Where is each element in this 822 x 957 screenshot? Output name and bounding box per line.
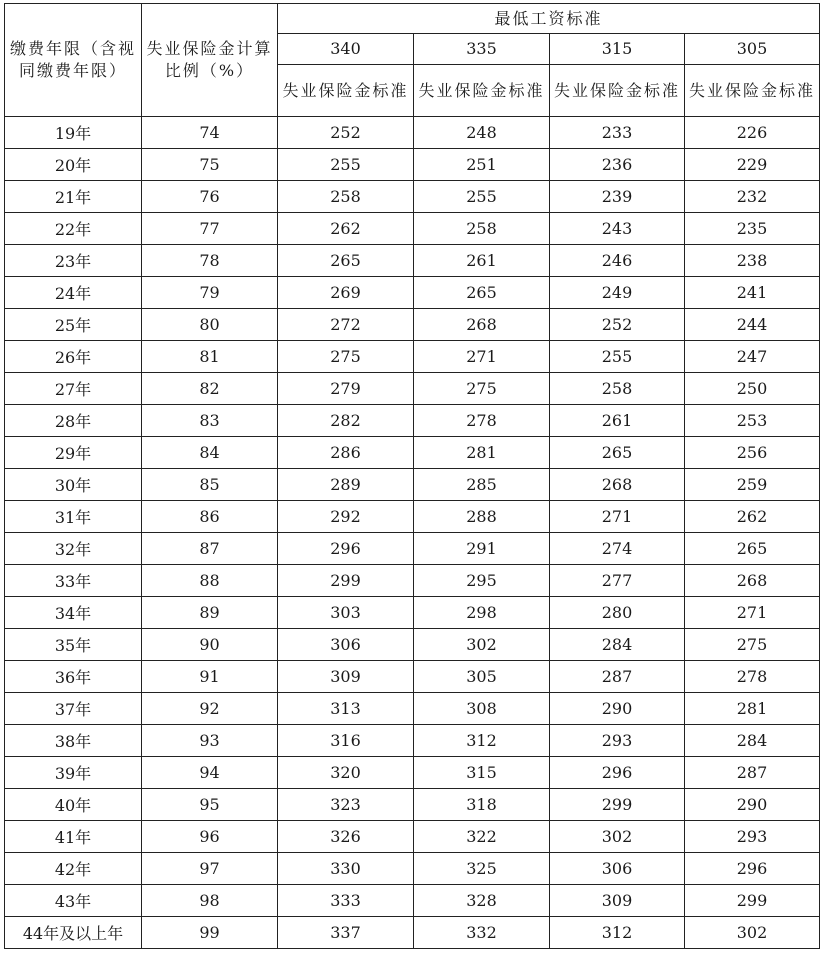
benefit-cell-340: 269 [278, 277, 414, 309]
benefit-cell-335: 325 [414, 853, 550, 885]
years-cell: 21年 [5, 181, 142, 213]
table-row [5, 757, 820, 789]
table-row [5, 789, 820, 821]
benefit-cell-335: 268 [414, 309, 550, 341]
table-row [5, 469, 820, 501]
benefit-cell-340: 286 [278, 437, 414, 469]
header-wage-level: 305 [685, 34, 820, 65]
benefit-cell-315: 265 [550, 437, 685, 469]
ratio-cell: 82 [142, 373, 278, 405]
benefit-cell-315: 302 [550, 821, 685, 853]
benefit-cell-315: 296 [550, 757, 685, 789]
benefit-cell-315: 255 [550, 341, 685, 373]
ratio-cell: 97 [142, 853, 278, 885]
header-benefit-standard: 失业保险金标准 [278, 65, 414, 117]
benefit-cell-305: 262 [685, 501, 820, 533]
table-row [5, 725, 820, 757]
table-row [5, 533, 820, 565]
ratio-cell: 78 [142, 245, 278, 277]
years-cell: 29年 [5, 437, 142, 469]
benefit-cell-340: 265 [278, 245, 414, 277]
years-cell: 38年 [5, 725, 142, 757]
ratio-cell: 91 [142, 661, 278, 693]
benefit-cell-335: 285 [414, 469, 550, 501]
years-cell: 26年 [5, 341, 142, 373]
benefit-cell-315: 293 [550, 725, 685, 757]
benefit-cell-335: 295 [414, 565, 550, 597]
benefit-cell-305: 259 [685, 469, 820, 501]
benefit-cell-340: 255 [278, 149, 414, 181]
benefit-cell-305: 287 [685, 757, 820, 789]
years-cell: 40年 [5, 789, 142, 821]
years-cell: 25年 [5, 309, 142, 341]
header-wage-level: 335 [414, 34, 550, 65]
ratio-cell: 84 [142, 437, 278, 469]
benefit-cell-305: 275 [685, 629, 820, 661]
header-wage-level: 315 [550, 34, 685, 65]
benefit-cell-335: 261 [414, 245, 550, 277]
ratio-cell: 90 [142, 629, 278, 661]
benefit-cell-335: 328 [414, 885, 550, 917]
benefit-cell-305: 244 [685, 309, 820, 341]
ratio-cell: 87 [142, 533, 278, 565]
benefit-cell-335: 255 [414, 181, 550, 213]
table-row [5, 597, 820, 629]
benefit-cell-340: 320 [278, 757, 414, 789]
years-cell: 22年 [5, 213, 142, 245]
benefit-cell-335: 278 [414, 405, 550, 437]
benefit-cell-305: 299 [685, 885, 820, 917]
ratio-cell: 75 [142, 149, 278, 181]
benefit-cell-335: 315 [414, 757, 550, 789]
benefit-cell-315: 290 [550, 693, 685, 725]
benefit-cell-335: 312 [414, 725, 550, 757]
ratio-cell: 89 [142, 597, 278, 629]
benefit-cell-315: 277 [550, 565, 685, 597]
years-cell: 41年 [5, 821, 142, 853]
ratio-cell: 80 [142, 309, 278, 341]
ratio-cell: 95 [142, 789, 278, 821]
benefit-cell-305: 247 [685, 341, 820, 373]
header-benefit-standard: 失业保险金标准 [685, 65, 820, 117]
years-cell: 35年 [5, 629, 142, 661]
table-row [5, 373, 820, 405]
ratio-cell: 88 [142, 565, 278, 597]
benefit-cell-335: 332 [414, 917, 550, 949]
years-cell: 37年 [5, 693, 142, 725]
benefit-cell-335: 248 [414, 117, 550, 149]
years-cell: 36年 [5, 661, 142, 693]
benefit-cell-305: 293 [685, 821, 820, 853]
benefit-cell-315: 309 [550, 885, 685, 917]
table-row [5, 917, 820, 949]
benefit-cell-305: 235 [685, 213, 820, 245]
benefit-cell-305: 241 [685, 277, 820, 309]
ratio-cell: 85 [142, 469, 278, 501]
benefit-cell-340: 313 [278, 693, 414, 725]
benefit-cell-340: 292 [278, 501, 414, 533]
benefit-cell-305: 253 [685, 405, 820, 437]
ratio-cell: 98 [142, 885, 278, 917]
ratio-cell: 83 [142, 405, 278, 437]
benefit-cell-340: 306 [278, 629, 414, 661]
benefit-cell-340: 289 [278, 469, 414, 501]
years-cell: 39年 [5, 757, 142, 789]
table-row [5, 821, 820, 853]
unemployment-benefit-table [4, 3, 820, 949]
benefit-cell-335: 291 [414, 533, 550, 565]
table-body [5, 117, 820, 949]
benefit-cell-340: 303 [278, 597, 414, 629]
benefit-cell-315: 252 [550, 309, 685, 341]
benefit-cell-340: 252 [278, 117, 414, 149]
years-cell: 19年 [5, 117, 142, 149]
benefit-cell-340: 326 [278, 821, 414, 853]
benefit-cell-340: 333 [278, 885, 414, 917]
table-row [5, 565, 820, 597]
benefit-cell-305: 284 [685, 725, 820, 757]
table-row [5, 693, 820, 725]
table-row [5, 341, 820, 373]
years-cell: 31年 [5, 501, 142, 533]
table-row [5, 309, 820, 341]
benefit-cell-315: 243 [550, 213, 685, 245]
table-row [5, 661, 820, 693]
years-cell: 27年 [5, 373, 142, 405]
years-cell: 44年及以上年 [5, 917, 142, 949]
table-row [5, 181, 820, 213]
table-row [5, 405, 820, 437]
benefit-cell-315: 246 [550, 245, 685, 277]
ratio-cell: 74 [142, 117, 278, 149]
benefit-cell-305: 226 [685, 117, 820, 149]
benefit-cell-305: 281 [685, 693, 820, 725]
benefit-cell-340: 330 [278, 853, 414, 885]
benefit-cell-340: 279 [278, 373, 414, 405]
benefit-cell-340: 282 [278, 405, 414, 437]
benefit-cell-335: 281 [414, 437, 550, 469]
header-minimum-wage-group: 最低工资标准 [278, 4, 820, 34]
benefit-cell-335: 288 [414, 501, 550, 533]
benefit-cell-335: 251 [414, 149, 550, 181]
ratio-cell: 79 [142, 277, 278, 309]
table-row [5, 501, 820, 533]
benefit-cell-335: 322 [414, 821, 550, 853]
benefit-cell-315: 306 [550, 853, 685, 885]
table-row [5, 117, 820, 149]
table-row [5, 437, 820, 469]
benefit-cell-335: 308 [414, 693, 550, 725]
benefit-cell-340: 262 [278, 213, 414, 245]
years-cell: 33年 [5, 565, 142, 597]
benefit-cell-335: 305 [414, 661, 550, 693]
benefit-cell-340: 275 [278, 341, 414, 373]
years-cell: 34年 [5, 597, 142, 629]
years-cell: 28年 [5, 405, 142, 437]
table-row [5, 245, 820, 277]
benefit-cell-315: 236 [550, 149, 685, 181]
benefit-cell-335: 258 [414, 213, 550, 245]
ratio-cell: 99 [142, 917, 278, 949]
years-cell: 20年 [5, 149, 142, 181]
table-row [5, 277, 820, 309]
benefit-cell-315: 284 [550, 629, 685, 661]
benefit-cell-335: 298 [414, 597, 550, 629]
ratio-cell: 96 [142, 821, 278, 853]
benefit-cell-335: 275 [414, 373, 550, 405]
ratio-cell: 81 [142, 341, 278, 373]
benefit-cell-340: 272 [278, 309, 414, 341]
benefit-cell-315: 312 [550, 917, 685, 949]
ratio-cell: 77 [142, 213, 278, 245]
benefit-cell-335: 271 [414, 341, 550, 373]
benefit-cell-305: 238 [685, 245, 820, 277]
benefit-cell-305: 232 [685, 181, 820, 213]
benefit-cell-305: 296 [685, 853, 820, 885]
years-cell: 24年 [5, 277, 142, 309]
ratio-cell: 93 [142, 725, 278, 757]
ratio-cell: 86 [142, 501, 278, 533]
benefit-cell-340: 296 [278, 533, 414, 565]
years-cell: 43年 [5, 885, 142, 917]
benefit-cell-315: 274 [550, 533, 685, 565]
header-benefit-standard: 失业保险金标准 [550, 65, 685, 117]
benefit-cell-340: 258 [278, 181, 414, 213]
table-row [5, 213, 820, 245]
benefit-cell-305: 271 [685, 597, 820, 629]
years-cell: 42年 [5, 853, 142, 885]
benefit-cell-315: 299 [550, 789, 685, 821]
benefit-cell-340: 323 [278, 789, 414, 821]
benefit-cell-315: 287 [550, 661, 685, 693]
table-row [5, 629, 820, 661]
header-benefit-ratio: 失业保险金计算比例（%） [142, 4, 278, 117]
benefit-cell-340: 337 [278, 917, 414, 949]
table-row [5, 149, 820, 181]
years-cell: 23年 [5, 245, 142, 277]
benefit-cell-305: 229 [685, 149, 820, 181]
benefit-cell-340: 299 [278, 565, 414, 597]
benefit-cell-305: 290 [685, 789, 820, 821]
benefit-cell-315: 271 [550, 501, 685, 533]
benefit-cell-315: 261 [550, 405, 685, 437]
benefit-cell-315: 239 [550, 181, 685, 213]
benefit-cell-335: 265 [414, 277, 550, 309]
benefit-cell-305: 268 [685, 565, 820, 597]
header-wage-level: 340 [278, 34, 414, 65]
benefit-cell-305: 256 [685, 437, 820, 469]
benefit-cell-305: 250 [685, 373, 820, 405]
years-cell: 32年 [5, 533, 142, 565]
benefit-cell-335: 302 [414, 629, 550, 661]
header-contribution-years: 缴费年限（含视同缴费年限） [5, 4, 142, 117]
header-benefit-standard: 失业保险金标准 [414, 65, 550, 117]
table-row [5, 885, 820, 917]
benefit-cell-315: 258 [550, 373, 685, 405]
years-cell: 30年 [5, 469, 142, 501]
ratio-cell: 94 [142, 757, 278, 789]
ratio-cell: 76 [142, 181, 278, 213]
benefit-cell-335: 318 [414, 789, 550, 821]
benefit-cell-340: 316 [278, 725, 414, 757]
benefit-cell-305: 265 [685, 533, 820, 565]
benefit-cell-315: 233 [550, 117, 685, 149]
benefit-cell-305: 302 [685, 917, 820, 949]
document-table-wrapper [4, 3, 819, 949]
table-row [5, 853, 820, 885]
benefit-cell-340: 309 [278, 661, 414, 693]
ratio-cell: 92 [142, 693, 278, 725]
benefit-cell-315: 280 [550, 597, 685, 629]
benefit-cell-315: 249 [550, 277, 685, 309]
benefit-cell-315: 268 [550, 469, 685, 501]
benefit-cell-305: 278 [685, 661, 820, 693]
